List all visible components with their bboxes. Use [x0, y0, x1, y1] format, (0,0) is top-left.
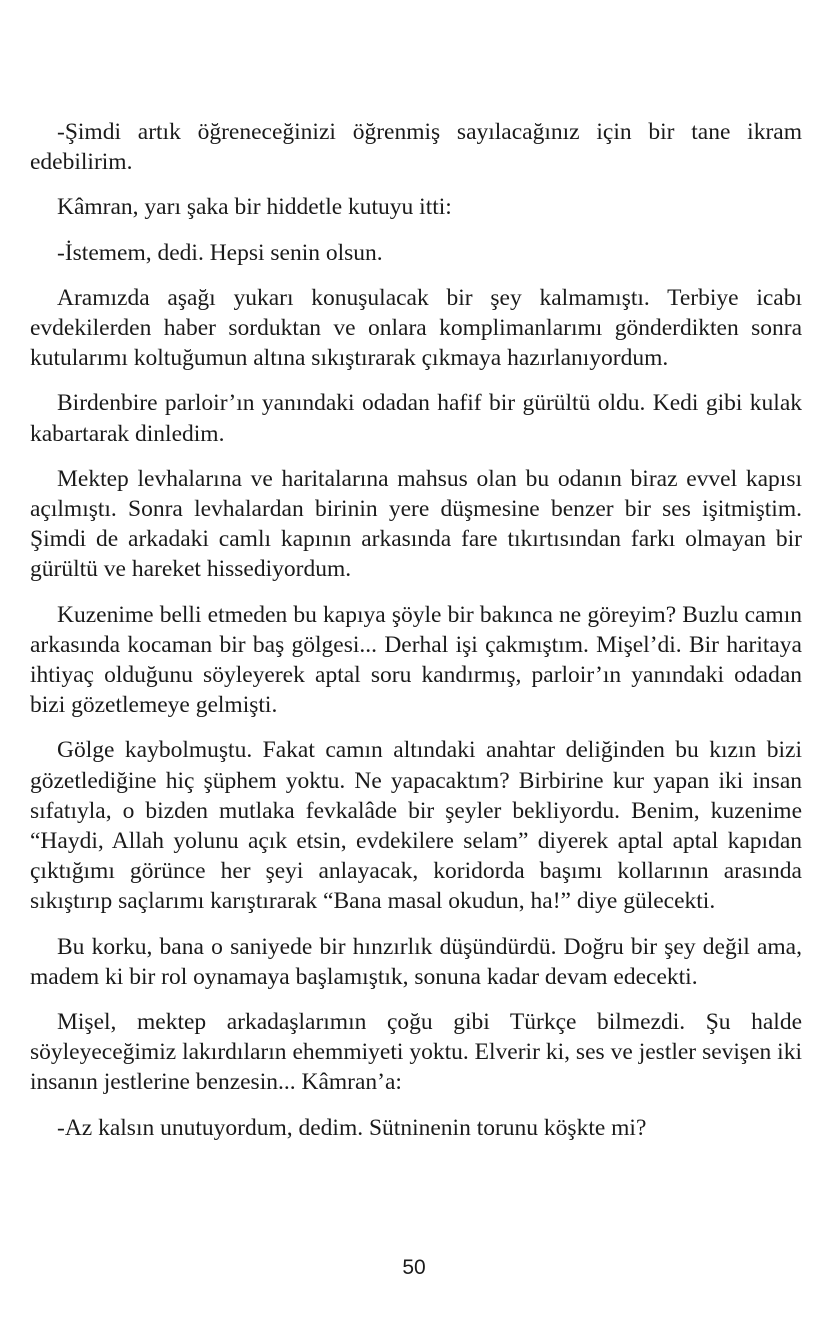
paragraph-5: Birdenbire parloir’ın yanındaki odadan hafif bir gürültü oldu. Kedi gibi kulak kabartarak dinledim. [30, 390, 802, 447]
page-number: 50 [402, 1256, 426, 1279]
page-body [30, 117, 802, 1158]
paragraph-2: Kâmran, yarı şaka bir hiddetle kutuyu itti: [57, 194, 452, 221]
paragraph-4: Aramızda aşağı yukarı konuşulacak bir şey kalmamıştı. Terbiye icabı evdekilerden haber sorduktan ve onlara komplimanlarımı gönderdikten sonra kutularımı koltuğumun altına sıkıştırarak çıkmaya hazırlanıyordum. [30, 284, 802, 372]
paragraph-3: -İstemem, dedi. Hepsi senin olsun. [57, 239, 383, 266]
paragraph-7: Kuzenime belli etmeden bu kapıya şöyle bir bakınca ne göreyim? Buzlu camın arkasında kocaman bir baş gölgesi... Derhal işi çakmıştım. Mişel’di. Bir haritaya ihtiyaç olduğunu söyleyerek aptal soru kandırmış, parloir’ın yanındaki odadan bizi gözetlemeye gelmişti. [30, 601, 802, 719]
paragraph-6: Mektep levhalarına ve haritalarına mahsus olan bu odanın biraz evvel kapısı açılmıştı. Sonra levhalardan birinin yere düşmesine benzer bir ses işitmiştim. Şimdi de arkadaki camlı kapının arkasında fare tıkırtısından farkı olmayan bir gürültü ve hareket hissediyordum. [30, 465, 802, 583]
paragraph-8: Gölge kaybolmuştu. Fakat camın altındaki anahtar deliğinden bu kızın bizi gözetlediğine hiç şüphem yoktu. Ne yapacaktım? Birbirine kur yapan iki insan sıfatıyla, o bizden mutlaka fevkalâde bir şeyler bekliyordu. Benim, kuzenime “Haydi, Allah yolunu açık etsin, evdekilere selam” diyerek aptal aptal kapıdan çıktığımı görünce her şeyi anlayacak, koridorda başımı kollarının arasında sıkıştırıp saçlarımı karıştırarak “Bana masal okudun, ha!” diye gülecekti. [30, 737, 802, 915]
paragraph-11: -Az kalsın unutuyordum, dedim. Sütninenin torunu köşkte mi? [57, 1114, 647, 1141]
paragraph-10: Mişel, mektep arkadaşlarımın çoğu gibi Türkçe bilmezdi. Şu halde söyleyeceğimiz lakırdıların ehemmiyeti yoktu. Elverir ki, ses ve jestler sevişen iki insanın jestlerine benzesin... Kâmran’a: [30, 1009, 802, 1096]
paragraph-9: Bu korku, bana o saniyede bir hınzırlık düşündürdü. Doğru bir şey değil ama, madem ki bir rol oynamaya başlamıştık, sonuna kadar devam edecekti. [30, 933, 802, 990]
paragraph-1: -Şimdi artık öğreneceğinizi öğrenmiş sayılacağınız için bir tane ikram edebilirim. [30, 119, 802, 176]
